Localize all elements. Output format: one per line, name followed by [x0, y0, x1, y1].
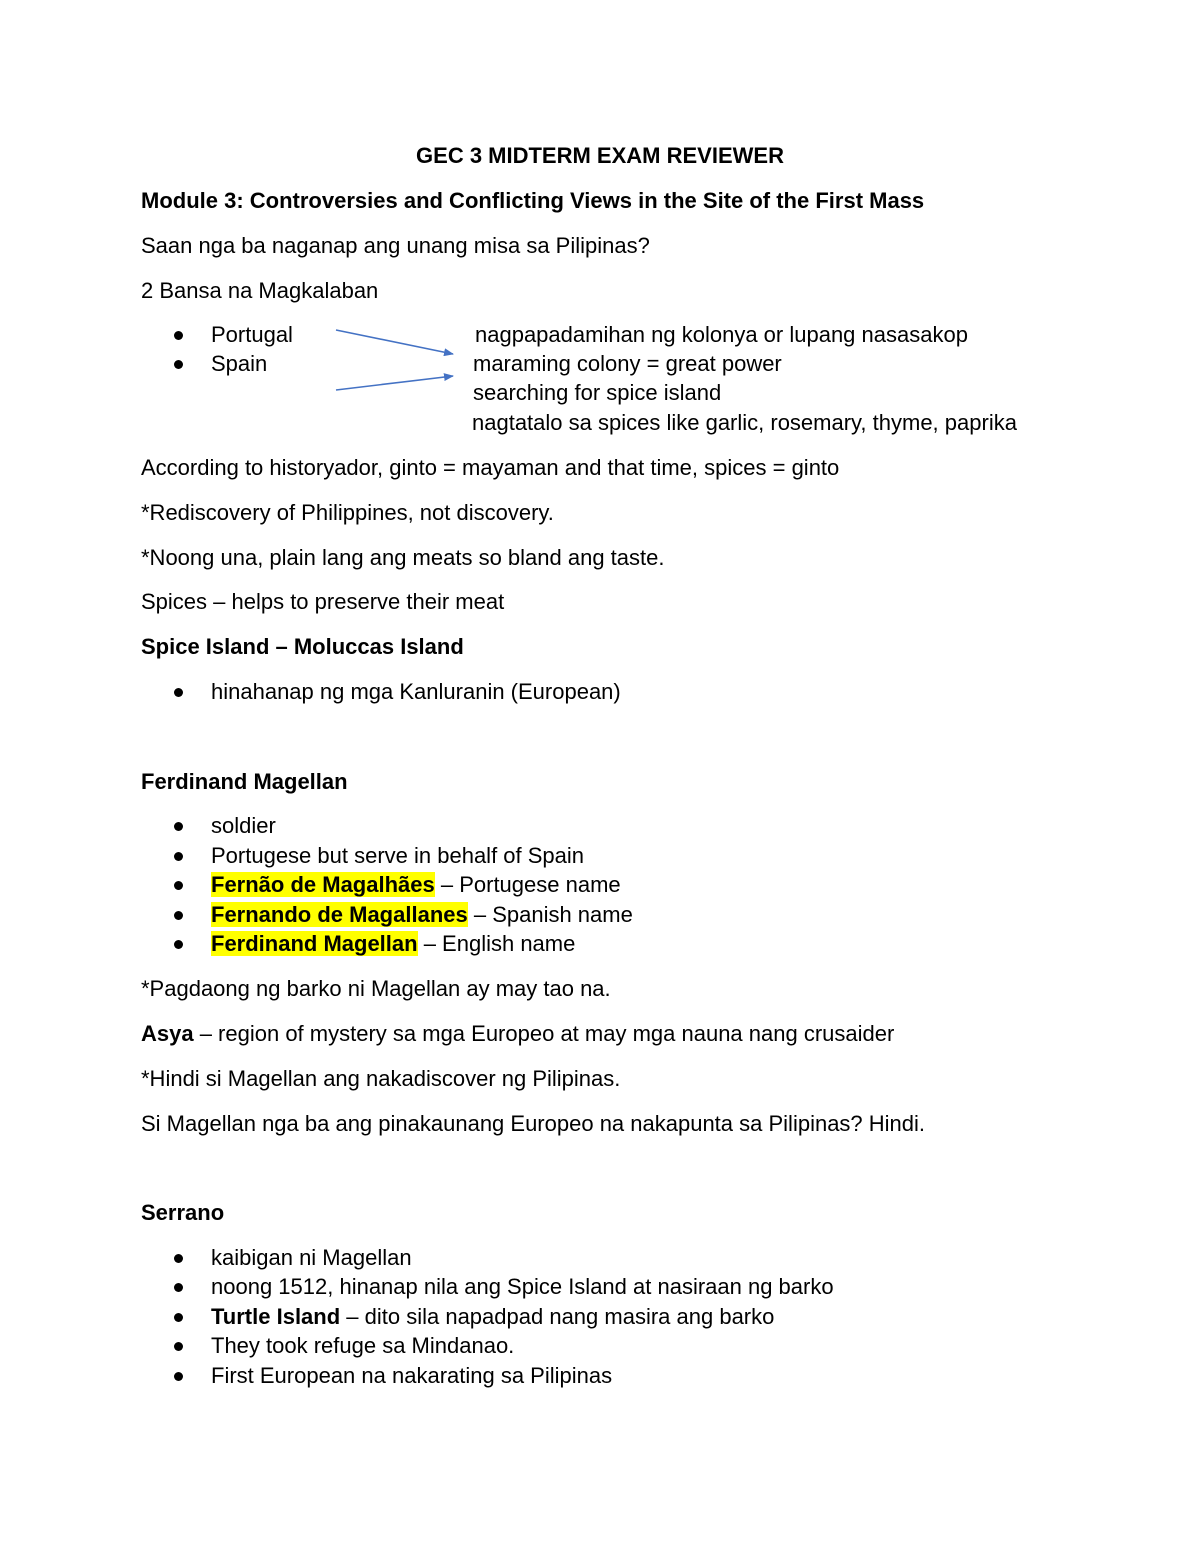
serrano-heading: Serrano — [141, 1200, 225, 1225]
arrow-spain — [336, 376, 453, 390]
turtle-island-rest: – dito sila napadpad nang masira ang barko — [340, 1304, 775, 1329]
spice-island-heading: Spice Island – Moluccas Island — [141, 634, 464, 659]
country-portugal: Portugal — [211, 322, 293, 347]
rediscovery-text: *Rediscovery of Philippines, not discovery. — [141, 500, 554, 525]
spices-text: Spices – helps to preserve their meat — [141, 589, 505, 614]
serrano-kaibigan: kaibigan ni Magellan — [211, 1245, 412, 1270]
two-countries-label: 2 Bansa na Magkalaban — [141, 278, 379, 303]
magellan-soldier: soldier — [211, 813, 276, 838]
noong-una-text: *Noong una, plain lang ang meats so bland ang taste. — [141, 545, 665, 570]
magellan-name-english — [211, 931, 575, 957]
note-kolonya: nagpapadamihan ng kolonya or lupang nasasakop — [475, 322, 968, 347]
hindi-text: *Hindi si Magellan ang nakadiscover ng Pilipinas. — [141, 1066, 621, 1091]
country-spain: Spain — [211, 351, 268, 376]
highlighted-name: Fernando de Magallanes — [211, 902, 468, 927]
bullet-dot — [174, 1254, 183, 1263]
serrano-1512: noong 1512, hinanap nila ang Spice Island at nasiraan ng barko — [211, 1274, 834, 1299]
name-label: – Spanish name — [467, 902, 633, 927]
bullet-dot — [174, 822, 183, 831]
si-magellan-text: Si Magellan nga ba ang pinakaunang Europeo na nakapunta sa Pilipinas? Hindi. — [141, 1111, 926, 1136]
magellan-portugese: Portugese but serve in behalf of Spain — [211, 843, 585, 868]
bullet-dot — [174, 881, 183, 890]
asya-bold: Asya — [141, 1021, 194, 1046]
asya-text — [141, 1021, 894, 1047]
turtle-island-bold: Turtle Island — [211, 1304, 341, 1329]
bullet-dot — [174, 1372, 183, 1381]
highlighted-name: Fernão de Magalhães — [211, 872, 435, 897]
highlighted-name: Ferdinand Magellan — [211, 931, 418, 956]
bullet-dot — [174, 911, 183, 920]
note-great-power: maraming colony = great power — [473, 351, 782, 376]
magellan-heading: Ferdinand Magellan — [141, 769, 348, 794]
magellan-name-portugese — [211, 872, 621, 898]
bullet-dot — [174, 1283, 183, 1292]
module-heading: Module 3: Controversies and Conflicting Views in the Site of the First Mass — [141, 188, 925, 213]
bullet-dot — [174, 1342, 183, 1351]
spice-island-bullet: hinahanap ng mga Kanluranin (European) — [211, 679, 621, 704]
name-label: – English name — [417, 931, 576, 956]
asya-rest: – region of mystery sa mga Europeo at may mga nauna nang crusaider — [193, 1021, 895, 1046]
name-label: – Portugese name — [434, 872, 621, 897]
bullet-dot — [174, 688, 183, 697]
page-title: GEC 3 MIDTERM EXAM REVIEWER — [416, 143, 784, 168]
question-first-mass: Saan nga ba naganap ang unang misa sa Pilipinas? — [141, 233, 650, 258]
pagdaong-text: *Pagdaong ng barko ni Magellan ay may tao na. — [141, 976, 611, 1001]
note-spice-island: searching for spice island — [473, 380, 722, 405]
serrano-first-european: First European na nakarating sa Pilipinas — [211, 1363, 613, 1388]
bullet-dot — [174, 940, 183, 949]
serrano-turtle-island — [211, 1304, 774, 1330]
note-spices: nagtatalo sa spices like garlic, rosemary, thyme, paprika — [472, 410, 1017, 435]
historyador-text: According to historyador, ginto = mayaman and that time, spices = ginto — [141, 455, 840, 480]
arrow-portugal — [336, 330, 453, 354]
serrano-mindanao: They took refuge sa Mindanao. — [211, 1333, 515, 1358]
bullet-dot — [174, 852, 183, 861]
bullet-dot — [174, 1313, 183, 1322]
magellan-name-spanish — [211, 902, 633, 928]
